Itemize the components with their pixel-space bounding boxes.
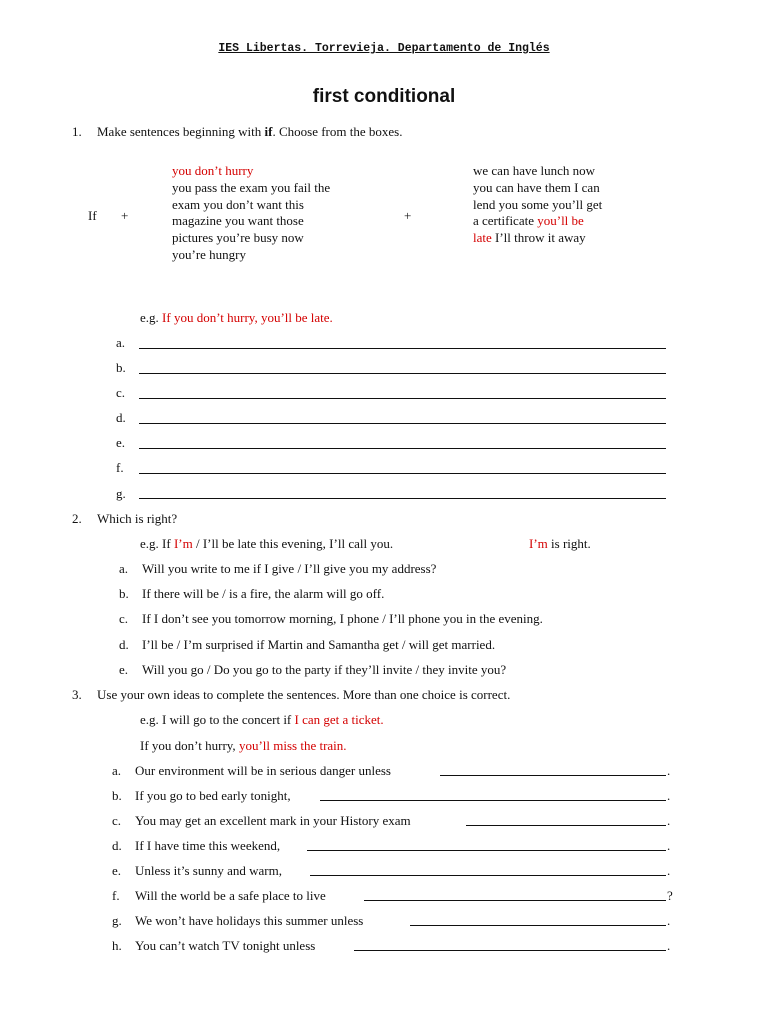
ex2-label-e: e. <box>119 662 129 677</box>
ex3-end-e: . <box>667 863 671 878</box>
ex3-example1-pre: e.g. I will go to the concert if <box>140 712 295 727</box>
ex2-item-b: If there will be / is a fire, the alarm will go off. <box>142 586 385 601</box>
ex1-instruction <box>97 124 697 140</box>
ex1-example-prefix: e.g. <box>140 310 159 325</box>
box-right-tail-text: I’ll throw it away <box>495 230 586 246</box>
box-right-red-text: you’ll be late <box>473 213 584 246</box>
ex3-item-g: We won’t have holidays this summer unless <box>135 913 364 928</box>
ex3-answer-line-d[interactable] <box>307 850 666 851</box>
ex3-answer-line-c[interactable] <box>466 825 666 826</box>
ex2-item-c: If I don’t see you tomorrow morning, I phone / I’ll phone you in the evening. <box>142 611 543 626</box>
box-right-text: we can have lunch now you can have them I can lend you some you’ll get a certificate <box>473 163 603 229</box>
choice-box-left <box>172 163 336 290</box>
ex3-item-a: Our environment will be in serious danger unless <box>135 763 391 778</box>
ex3-item-f: Will the world be a safe place to live <box>135 888 326 903</box>
ex2-item-e: Will you go / Do you go to the party if they’ll invite / they invite you? <box>142 662 507 677</box>
ex2-label-b: b. <box>119 586 129 601</box>
ex3-answer-line-e[interactable] <box>310 875 666 876</box>
ex2-example-answer <box>529 536 591 552</box>
ex3-item-h: You can’t watch TV tonight unless <box>135 938 316 953</box>
ex1-label-f: f. <box>116 460 124 475</box>
ex3-number: 3. <box>72 687 82 702</box>
ex1-label-g: g. <box>116 486 126 501</box>
ex2-example <box>140 536 393 552</box>
ex2-example-pre: e.g. If <box>140 536 174 551</box>
ex2-label-d: d. <box>119 637 129 652</box>
ex1-label-b: b. <box>116 360 126 375</box>
plus-sign-right: + <box>404 208 412 223</box>
ex3-answer-line-g[interactable] <box>410 925 666 926</box>
ex3-example-2 <box>140 738 347 754</box>
ex2-example-post: / I’ll be late this evening, I’ll call you. <box>192 536 394 551</box>
ex1-label-a: a. <box>116 335 126 350</box>
page-title: first conditional <box>312 86 456 107</box>
school-header <box>0 42 768 55</box>
ex3-example2-pre: If you don’t hurry, <box>140 738 239 753</box>
ex1-instruction-post: . Choose from the boxes. <box>272 124 403 139</box>
box-left-red-text: you don’t hurry <box>172 163 254 178</box>
choice-box-right <box>473 163 603 290</box>
ex3-label-f: f. <box>112 888 120 903</box>
ex3-end-f: ? <box>667 888 673 903</box>
ex3-instruction: Use your own ideas to complete the sentences. More than one choice is correct. <box>97 687 511 702</box>
ex3-label-e: e. <box>112 863 122 878</box>
ex1-answer-line-g[interactable] <box>139 498 666 499</box>
ex1-answer-line-d[interactable] <box>139 423 666 424</box>
ex3-end-d: . <box>667 838 671 853</box>
ex3-answer-line-a[interactable] <box>440 775 666 776</box>
ex3-item-e: Unless it’s sunny and warm, <box>135 863 282 878</box>
ex3-example-1 <box>140 712 384 728</box>
ex1-label-e: e. <box>116 435 126 450</box>
ex2-item-d: I’ll be / I’m surprised if Martin and Samantha get / will get married. <box>142 637 496 652</box>
ex1-answer-line-c[interactable] <box>139 398 666 399</box>
ex3-item-c: You may get an excellent mark in your History exam <box>135 813 411 828</box>
ex3-end-a: . <box>667 763 671 778</box>
ex3-label-h: h. <box>112 938 122 953</box>
ex3-end-b: . <box>667 788 671 803</box>
ex1-label-d: d. <box>116 410 126 425</box>
ex3-label-d: d. <box>112 838 122 853</box>
ex1-answer-line-b[interactable] <box>139 373 666 374</box>
ex1-number: 1. <box>72 124 82 139</box>
ex3-label-a: a. <box>112 763 122 778</box>
ex3-answer-line-b[interactable] <box>320 800 666 801</box>
school-header-text: IES Libertas. Torrevieja. Departamento de Inglés <box>218 42 550 55</box>
ex3-example1-red: I can get a ticket. <box>294 712 384 727</box>
ex1-example-answer: If you don’t hurry, you’ll be late. <box>162 310 333 325</box>
ex2-answer-post: is right. <box>547 536 591 551</box>
if-label: If <box>88 208 97 223</box>
box-left-text: you pass the exam you fail the exam you don’t want this magazine you want those pictures you’re busy now you’re hungry <box>172 179 331 262</box>
ex3-example2-red: you’ll miss the train. <box>238 738 347 753</box>
ex3-end-c: . <box>667 813 671 828</box>
ex3-label-g: g. <box>112 913 122 928</box>
ex2-instruction: Which is right? <box>97 511 178 526</box>
ex3-end-g: . <box>667 913 671 928</box>
ex3-item-d: If I have time this weekend, <box>135 838 281 853</box>
ex2-label-a: a. <box>119 561 129 576</box>
ex1-instruction-pre: Make sentences beginning with <box>97 124 265 139</box>
ex2-number: 2. <box>72 511 82 526</box>
ex3-end-h: . <box>667 938 671 953</box>
ex2-answer-red: I’m <box>529 536 548 551</box>
plus-sign-left: + <box>121 208 129 223</box>
ex1-answer-line-e[interactable] <box>139 448 666 449</box>
ex3-answer-line-f[interactable] <box>364 900 666 901</box>
ex1-label-c: c. <box>116 385 126 400</box>
ex3-label-b: b. <box>112 788 122 803</box>
ex1-instruction-bold: if <box>264 124 273 139</box>
ex3-answer-line-h[interactable] <box>354 950 666 951</box>
ex1-answer-line-a[interactable] <box>139 348 666 349</box>
ex3-item-b: If you go to bed early tonight, <box>135 788 291 803</box>
ex3-label-c: c. <box>112 813 122 828</box>
ex2-example-red: I’m <box>173 536 193 551</box>
ex1-answer-line-f[interactable] <box>139 473 666 474</box>
ex2-item-a: Will you write to me if I give / I’ll give you my address? <box>142 561 437 576</box>
ex2-label-c: c. <box>119 611 129 626</box>
ex1-example <box>140 310 333 326</box>
